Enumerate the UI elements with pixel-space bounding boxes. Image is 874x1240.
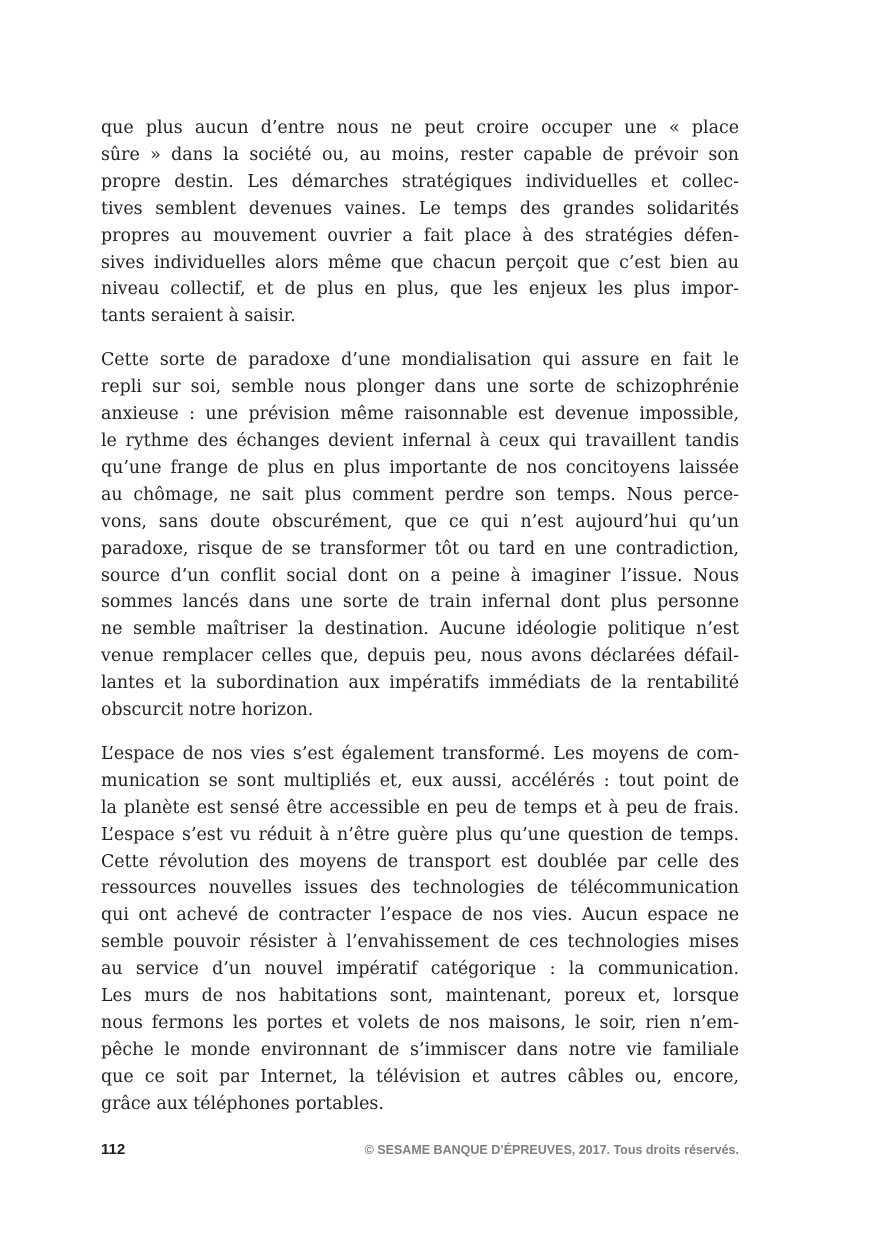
text-line: L’espace s’est vu réduit à n’être guère plus qu’une question de temps. — [101, 824, 739, 845]
text-line: vons, sans doute obscurément, que ce qui n’est aujourd’hui qu’un — [101, 511, 739, 532]
text-line: lantes et la subordination aux impératifs immédiats de la rentabilité — [101, 673, 739, 694]
text-line: au service d’un nouvel impératif catégorique : la communication. — [101, 959, 739, 980]
text-line: sûre » dans la société ou, au moins, rester capable de prévoir son — [101, 144, 739, 165]
text-line: propre destin. Les démarches stratégiques individuelles et collec- — [101, 171, 739, 192]
text-line: tives semblent devenues vaines. Le temps des grandes solidarités — [101, 198, 739, 219]
text-line: le rythme des échanges devient infernal à ceux qui travaillent tandis — [101, 430, 739, 451]
text-line: source d’un conflit social dont on a peine à imaginer l’issue. Nous — [101, 565, 739, 586]
paragraph-1 — [101, 115, 739, 330]
text-line: L’espace de nos vies s’est également transformé. Les moyens de com- — [101, 743, 739, 764]
text-line: obscurcit notre horizon. — [101, 700, 314, 721]
text-line: propres au mouvement ouvrier a fait place à des stratégies défen- — [101, 225, 739, 246]
text-line: anxieuse : une prévision même raisonnable est devenue impossible, — [101, 404, 739, 425]
page-footer — [101, 1141, 739, 1163]
text-line: ne semble maîtriser la destination. Aucune idéologie politique n’est — [101, 619, 739, 640]
text-line: munication se sont multipliés et, eux aussi, accélérés : tout point de — [101, 770, 739, 791]
text-line: semble pouvoir résister à l’envahissement de ces technologies mises — [101, 932, 739, 953]
text-line: qu’une frange de plus en plus importante de nos concitoyens laissée — [101, 457, 739, 478]
text-line: pêche le monde environnant de s’immiscer dans notre vie familiale — [101, 1039, 739, 1060]
text-line: grâce aux téléphones portables. — [101, 1093, 384, 1114]
text-line: sives individuelles alors même que chacun perçoit que c’est bien au — [101, 252, 739, 273]
text-line: que ce soit par Internet, la télévision et autres câbles ou, encore, — [101, 1066, 739, 1087]
text-line: repli sur soi, semble nous plonger dans une sorte de schizophrénie — [101, 377, 739, 398]
text-line: Les murs de nos habitations sont, maintenant, poreux et, lorsque — [101, 986, 739, 1007]
text-line: sommes lancés dans une sorte de train infernal dont plus personne — [101, 592, 739, 613]
text-line: qui ont achevé de contracter l’espace de nos vies. Aucun espace ne — [101, 905, 739, 926]
text-line: Cette sorte de paradoxe d’une mondialisation qui assure en fait le — [101, 350, 739, 371]
text-line: tants seraient à saisir. — [101, 306, 296, 327]
copyright-notice: © SESAME BANQUE D’ÉPREUVES, 2017. Tous droits réservés. — [364, 1143, 739, 1157]
text-line: Cette révolution des moyens de transport est doublée par celle des — [101, 851, 739, 872]
text-line: au chômage, ne sait plus comment perdre son temps. Nous perce- — [101, 484, 739, 505]
text-line: ressources nouvelles issues des technologies de télécommunication — [101, 878, 739, 899]
page-body — [101, 115, 739, 1118]
text-line: paradoxe, risque de se transformer tôt ou tard en une contradiction, — [101, 538, 739, 559]
text-line: venue remplacer celles que, depuis peu, nous avons déclarées défail- — [101, 646, 739, 667]
text-line: que plus aucun d’entre nous ne peut croire occuper une « place — [101, 118, 739, 138]
text-line: niveau collectif, et de plus en plus, que les enjeux les plus impor- — [101, 279, 739, 300]
paragraph-2 — [101, 347, 739, 724]
text-line: la planète est sensé être accessible en peu de temps et à peu de frais. — [101, 797, 739, 818]
page-number: 112 — [101, 1141, 126, 1158]
text-line: nous fermons les portes et volets de nos maisons, le soir, rien n’em- — [101, 1013, 739, 1033]
paragraph-3 — [101, 741, 739, 1118]
